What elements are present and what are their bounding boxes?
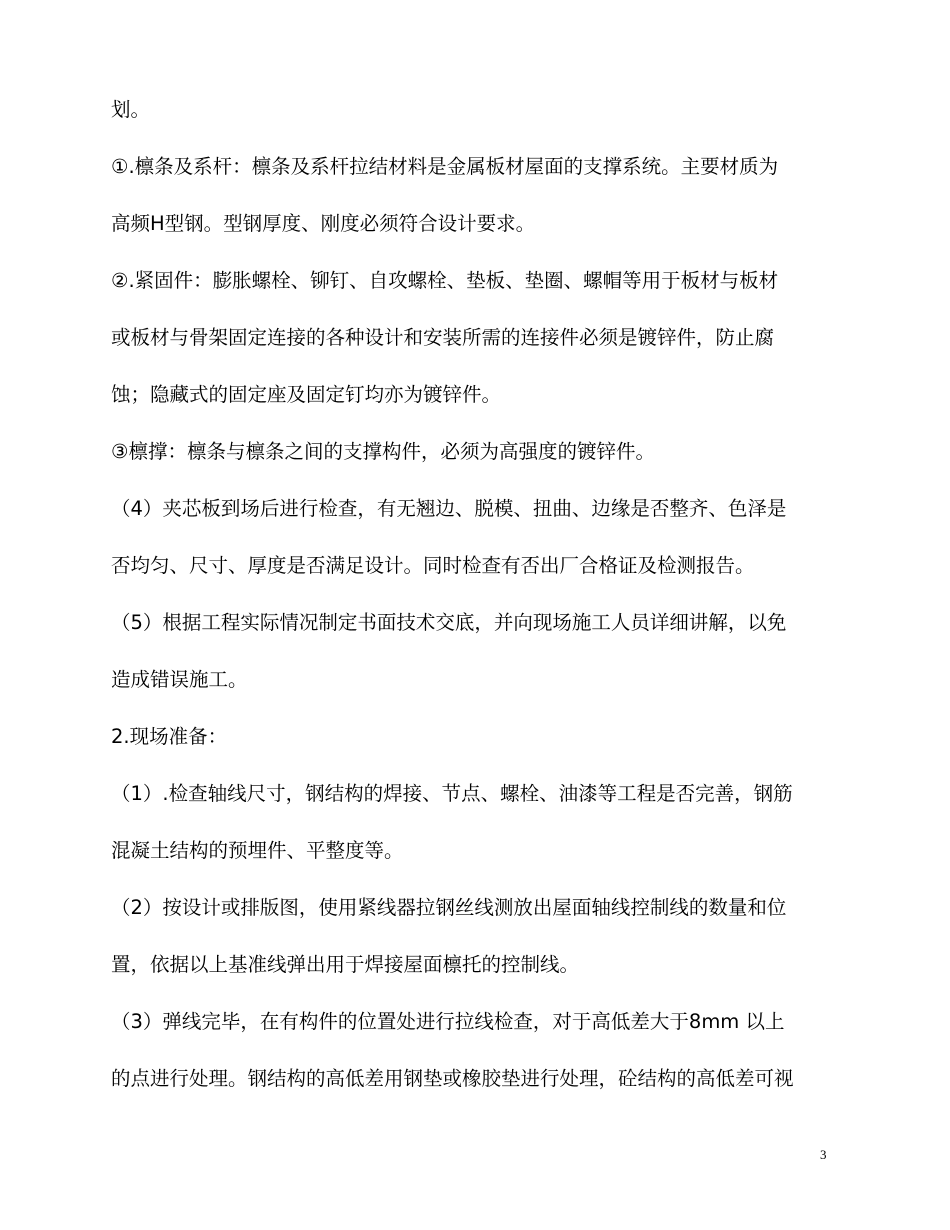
text-line: 置，依据以上基准线弹出用于焊接屋面檩托的控制线。 — [111, 953, 580, 976]
text-line: （5）根据工程实际情况制定书面技术交底，并向现场施工人员详细讲解，以免 — [111, 611, 787, 634]
text-line: （2）按设计或排版图，使用紧线器拉钢丝线测放出屋面轴线控制线的数量和位 — [111, 896, 787, 919]
text-line: ②.紧固件：膨胀螺栓、铆钉、自攻螺栓、垫板、垫圈、螺帽等用于板材与板材 — [111, 269, 779, 292]
text-line: 2.现场准备： — [111, 725, 228, 748]
text-line: 的点进行处理。钢结构的高低差用钢垫或橡胶垫进行处理，砼结构的高低差可视 — [111, 1067, 794, 1090]
page-number: 3 — [820, 1147, 827, 1162]
text-line: 蚀；隐藏式的固定座及固定钉均亦为镀锌件。 — [111, 383, 502, 406]
text-line: 或板材与骨架固定连接的各种设计和安装所需的连接件必须是镀锌件，防止腐 — [111, 326, 775, 349]
text-line: ③檩撑：檩条与檩条之间的支撑构件，必须为高强度的镀锌件。 — [111, 440, 655, 463]
text-line: 混凝土结构的预埋件、平整度等。 — [111, 839, 404, 862]
text-line: 划。 — [111, 98, 151, 121]
text-line: （4）夹芯板到场后进行检查，有无翘边、脱模、扭曲、边缘是否整齐、色泽是 — [111, 497, 787, 520]
text-line: ①.檩条及系杆：檩条及系杆拉结材料是金属板材屋面的支撑系统。主要材质为 — [111, 155, 779, 178]
text-line: 否均匀、尺寸、厚度是否满足设计。同时检查有否出厂合格证及检测报告。 — [111, 554, 755, 577]
text-line: （1）.检查轴线尺寸，钢结构的焊接、节点、螺栓、油漆等工程是否完善，钢筋 — [111, 782, 793, 805]
text-line: 高频H型钢。型钢厚度、刚度必须符合设计要求。 — [111, 212, 536, 235]
text-line: 造成错误施工。 — [111, 668, 248, 691]
text-line: （3）弹线完毕，在有构件的位置处进行拉线检查，对于高低差大于8mm 以上 — [111, 1010, 785, 1033]
